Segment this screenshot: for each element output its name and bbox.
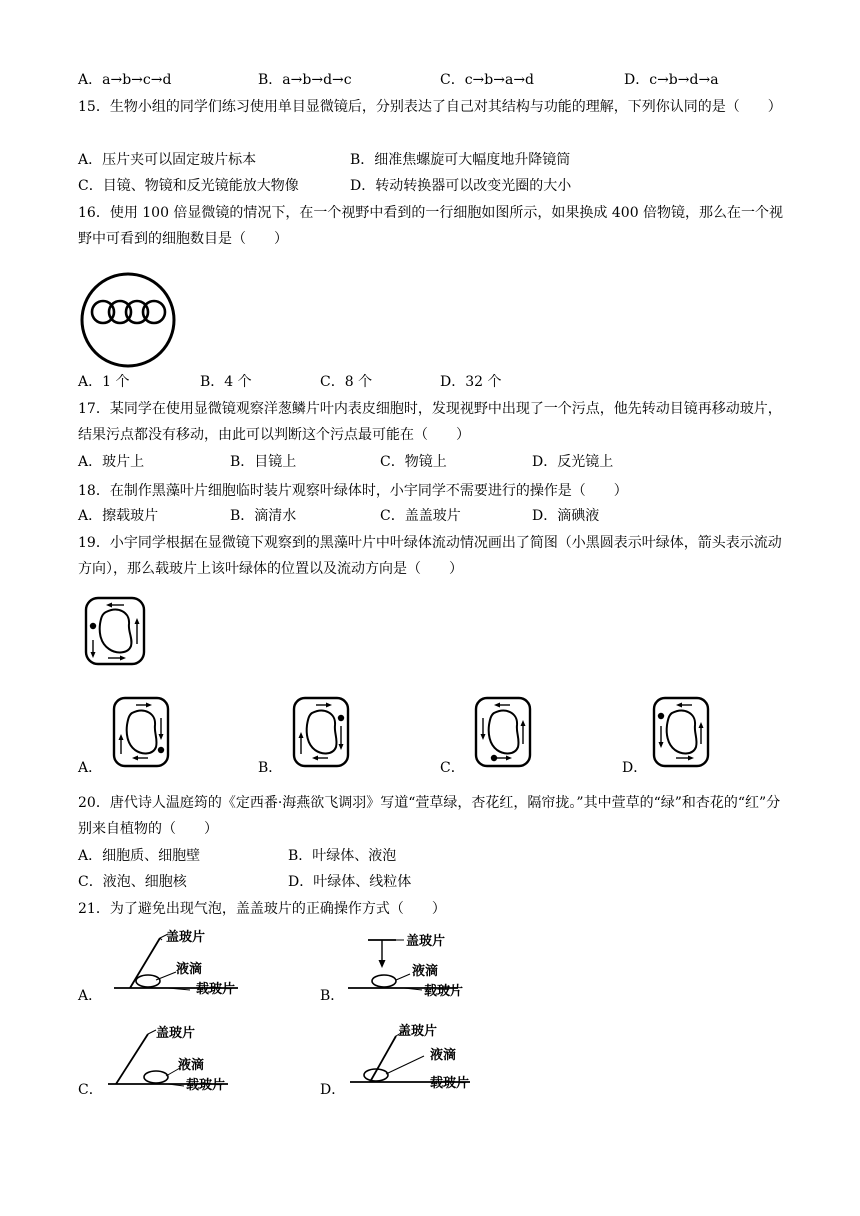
q21-b-cover-label: 盖玻片 <box>406 934 446 949</box>
q21-option-c-label: C． <box>78 1082 103 1098</box>
q20-option-a: A．细胞质、细胞壁 <box>78 848 201 864</box>
q20-option-d: D．叶绿体、线粒体 <box>288 874 412 890</box>
q19-option-c-figure <box>474 696 532 768</box>
q21-option-d-label: D． <box>320 1082 346 1098</box>
q21-stem: 21．为了避免出现气泡，盖盖玻片的正确操作方式（ ） <box>78 901 446 917</box>
q21-c-slide-label: 载玻片 <box>186 1078 226 1093</box>
q18-stem: 18．在制作黑藻叶片细胞临时装片观察叶绿体时，小宇同学不需要进行的操作是（ ） <box>78 483 628 499</box>
q14-option-b: B．a→b→d→c <box>258 72 352 88</box>
q17-option-a: A．玻片上 <box>78 454 145 470</box>
q19-option-b-label: B． <box>258 760 283 776</box>
q14-option-a: A．a→b→c→d <box>78 72 172 88</box>
q18-option-b: B．滴清水 <box>230 508 297 524</box>
q16-option-b: B．4 个 <box>200 374 252 390</box>
q16-option-d: D．32 个 <box>440 374 502 390</box>
q21-c-drop-label: 液滴 <box>178 1058 205 1073</box>
q21-option-b-label: B． <box>320 988 345 1004</box>
q21-d-slide-label: 载玻片 <box>430 1076 470 1091</box>
q21-b-drop-label: 液滴 <box>412 964 439 979</box>
q19-option-b-figure <box>292 696 350 768</box>
q15-option-d: D．转动转换器可以改变光圈的大小 <box>350 178 572 194</box>
q15-stem: 15．生物小组的同学们练习使用单目显微镜后，分别表达了自己对其结构与功能的理解，下列你认同的是（ ） <box>78 99 782 115</box>
q17-option-c: C．物镜上 <box>380 454 447 470</box>
q16-option-a: A．1 个 <box>78 374 130 390</box>
q20-stem: 20．唐代诗人温庭筠的《定西番·海燕欲飞调羽》写道“萱草绿，杏花红，隔帘拢。”其中萱草的“绿”和杏花的“红”分别来自植物的（ ） <box>78 795 781 837</box>
q18-option-c: C．盖盖玻片 <box>380 508 461 524</box>
q21-a-slide-label: 载玻片 <box>196 982 236 997</box>
q21-b-slide-label: 载玻片 <box>424 984 464 999</box>
q20-option-c: C．液泡、细胞核 <box>78 874 187 890</box>
q17-option-b: B．目镜上 <box>230 454 297 470</box>
q19-reference-cell-figure <box>84 596 146 666</box>
q19-option-c-label: C． <box>440 760 465 776</box>
q16-option-c: C．8 个 <box>320 374 373 390</box>
q18-option-d: D．滴碘液 <box>532 508 600 524</box>
q21-a-drop-label: 液滴 <box>176 962 203 977</box>
q16-field-of-view-figure <box>76 268 180 372</box>
q17-option-d: D．反光镜上 <box>532 454 614 470</box>
q19-option-a-figure <box>112 696 170 768</box>
q15-option-b: B．细准焦螺旋可大幅度地升降镜筒 <box>350 152 571 168</box>
q15-option-c: C．目镜、物镜和反光镜能放大物像 <box>78 178 299 194</box>
q18-option-a: A．擦载玻片 <box>78 508 159 524</box>
q20-option-b: B．叶绿体、液泡 <box>288 848 397 864</box>
q19-option-a-label: A． <box>78 760 103 776</box>
q21-d-drop-label: 液滴 <box>430 1048 457 1063</box>
q14-option-d: D．c→b→d→a <box>624 72 719 88</box>
q19-option-d-figure <box>652 696 710 768</box>
q19-stem: 19．小宇同学根据在显微镜下观察到的黑藻叶片中叶绿体流动情况画出了简图（小黑圆表示叶绿体，箭头表示流动方向），那么载玻片上该叶绿体的位置以及流动方向是（ ） <box>78 535 782 577</box>
q21-c-cover-label: 盖玻片 <box>156 1026 196 1041</box>
q21-a-cover-label: 盖玻片 <box>166 930 206 945</box>
q19-option-d-label: D． <box>622 760 648 776</box>
q16-stem: 16．使用 100 倍显微镜的情况下，在一个视野中看到的一行细胞如图所示，如果换成 400 倍物镜，那么在一个视野中可看到的细胞数目是（ ） <box>78 205 784 247</box>
q17-stem: 17．某同学在使用显微镜观察洋葱鳞片叶内表皮细胞时，发现视野中出现了一个污点，他先转动目镜再移动玻片，结果污点都没有移动，由此可以判断这个污点最可能在（ ） <box>78 401 782 443</box>
q21-option-a-label: A． <box>78 988 103 1004</box>
q14-option-c: C．c→b→a→d <box>440 72 535 88</box>
q21-d-cover-label: 盖玻片 <box>398 1024 438 1039</box>
q15-option-a: A．压片夹可以固定玻片标本 <box>78 152 257 168</box>
